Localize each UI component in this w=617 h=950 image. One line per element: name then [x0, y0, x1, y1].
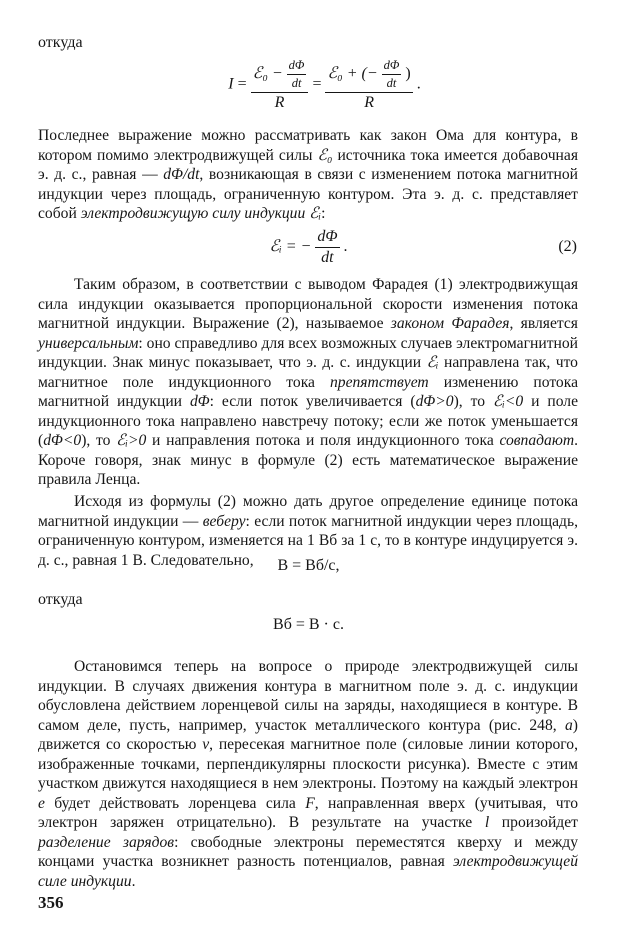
p2-text-e: : оно справедливо для всех возможных случаев электромагнитной индукции. Знак минус показывает, что э. д. с. индукции	[38, 334, 578, 371]
p4-text-c: ) движется со скоростью	[38, 716, 578, 753]
p4-text-g: будет действовать лоренцева сила	[44, 794, 306, 812]
p2-dphi: dΦ	[189, 393, 210, 410]
p4-text-a: Остановимся теперь на вопросе о природе электродвижущей силы индукции. В случаях движения контура в магнитном поле э. д. с. индукции обусловлена действием лоренцевой силы на заряды, находящиеся в контуре. В самом деле, пусть, например, участок металлического контура (рис. 248,	[38, 658, 578, 734]
paragraph-faraday-law	[38, 275, 578, 490]
eq1-inner-den-a: dt	[291, 76, 302, 90]
p2-emf-i: ℰᵢ	[426, 354, 439, 371]
p2-emf-negative: ℰᵢ<0	[492, 393, 524, 410]
eq1-inner-num-b: dΦ	[382, 58, 402, 75]
eq1-num-a: ℰ₀ −	[252, 65, 283, 83]
p1-emf-induction-term: электродвижущую силу индукции ℰᵢ	[80, 205, 322, 222]
p2-coincide-term: совпадают	[499, 432, 575, 449]
p2-text-c: , является	[509, 315, 578, 332]
eq1-den-b: R	[364, 94, 374, 111]
eq1-den-a: R	[274, 94, 285, 111]
p2-text-m: ), то	[453, 393, 493, 410]
p4-text-o: .	[131, 872, 136, 890]
word-whence-1: откуда	[38, 34, 83, 51]
eq1-inner-fraction-a	[287, 58, 307, 91]
eq1-fraction-b	[325, 58, 412, 112]
p1-text-g: :	[321, 205, 326, 222]
p2-emf-positive: ℰᵢ>0	[116, 432, 147, 449]
p2-text-g: направлена так, что магнитное поле индукционного тока	[38, 354, 578, 391]
eq1-fraction-a	[251, 58, 309, 112]
paragraph-ohm-law	[38, 126, 578, 224]
p2-text-i: изменению потока магнитной индукции	[38, 373, 578, 410]
equation-faraday	[0, 228, 617, 267]
eq2-tail: .	[343, 238, 348, 256]
eq1-equals-2: =	[312, 75, 322, 93]
p4-fig-a: а	[565, 716, 573, 734]
eq1-inner-den-b: dt	[386, 76, 397, 90]
eq2-lhs: ℰᵢ = −	[269, 238, 312, 256]
p2-text-q: ), то	[81, 432, 117, 449]
eq1-inner-num-a: dΦ	[287, 58, 307, 75]
p4-text-i: , направленная вверх (учитывая, что электрон заряжен отрицательно). В результате на участке	[38, 794, 578, 831]
p4-text-k: произойдет	[489, 814, 578, 831]
p2-text-s: и направления потока и поля индукционного тока	[146, 432, 500, 449]
p1-emf-0: ℰ₀	[317, 146, 333, 164]
p3-text-c: : если поток магнитной индукции через площадь, ограниченную контуром, изменяется на 1 Вб за 1 с, то в контуре индуцируется э. д. с., равная 1 В. Следовательно,	[38, 512, 578, 569]
word-whence-2: откуда	[38, 591, 83, 608]
page-number: 356	[38, 893, 64, 912]
paragraph-lorentz-force	[38, 657, 578, 891]
eq1-inner-fraction-b	[382, 58, 402, 91]
eq1-tail: .	[416, 75, 421, 93]
p4-text-m: : свободные электроны переместятся кверху и между концами участка возникнет разность потенциалов, равная	[38, 833, 578, 870]
eq1-lhs: I	[228, 75, 234, 93]
p1-dphi-dt: dΦ/dt	[163, 166, 200, 183]
p2-text-o: и поле индукционного тока направлено навстречу потоку; если же поток уменьшается (	[38, 393, 578, 449]
p2-text-k: : если поток увеличивается (	[209, 393, 416, 410]
equation-ohm-law	[0, 58, 617, 112]
equation-number-2: (2)	[558, 238, 577, 255]
equation-volt-weber: В = Вб/с,	[277, 557, 340, 574]
eq2-num: dΦ	[315, 228, 339, 248]
p4-emf-induction-term: электродвижущей силе индукции	[38, 853, 578, 890]
equation-weber-volt-second: Вб = В · с.	[273, 616, 344, 633]
p2-opposes-term: препятствует	[330, 373, 429, 391]
p3-weber-term: веберу	[202, 512, 246, 530]
eq1-num-b-right: )	[405, 65, 411, 83]
p4-velocity: v	[202, 736, 210, 753]
p2-text-a: Таким образом, в соответствии с выводом Фарадея (1) электродвижущая сила индукции оказывается пропорциональной скорости изменения потока магнитной индукции. Выражение (2), называемое	[38, 276, 578, 332]
eq1-num-b-left: ℰ₀ + (−	[327, 65, 378, 83]
eq2-den: dt	[321, 249, 334, 266]
p2-text-u: . Короче говоря, знак минус в формуле (2) есть математическое выражение правила Ленца.	[38, 432, 578, 488]
p1-text-a: Последнее выражение можно рассматривать как закон Ома для контура, в котором помимо электродвижущей силы	[38, 127, 578, 164]
p2-dphi-positive: dΦ>0	[415, 393, 454, 410]
p2-dphi-negative: dΦ<0	[43, 432, 82, 449]
p4-charge-separation-term: разделение зарядов	[38, 833, 175, 851]
p4-force-f: F	[305, 794, 315, 812]
p4-electron-e: e	[38, 794, 45, 812]
eq2-fraction	[315, 228, 339, 267]
p4-segment-l: l	[484, 814, 490, 831]
eq1-equals-1: =	[237, 75, 247, 93]
p1-text-e: , возникающая в связи с изменением потока магнитной индукции через площадь, ограниченную контуром. Эта э. д. с. представляет собой	[38, 166, 578, 222]
p4-text-e: , пересекая магнитное поле (силовые линии которого, изображенные точками, перпендикулярны плоскости рисунка). Вместе с этим участком движутся находящиеся в нем электроны. Поэтому на каждый электрон	[38, 736, 578, 792]
p2-universal-term: универсальным	[38, 334, 139, 352]
p2-faraday-law-term: законом Фарадея	[390, 315, 510, 332]
p3-text-a: Исходя из формулы (2) можно дать другое определение единице потока магнитной индукции —	[38, 493, 578, 530]
p1-text-c: источника тока имеется добавочная э. д. с., равная —	[38, 146, 578, 183]
